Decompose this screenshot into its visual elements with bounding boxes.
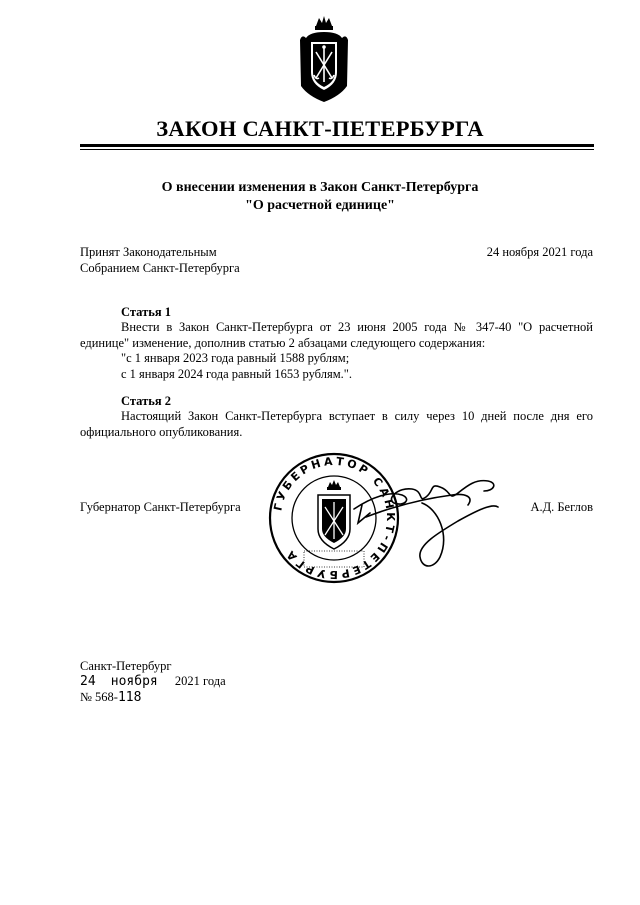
law-number-prefix: № 568-: [80, 690, 118, 704]
article-1-quote-2: с 1 января 2024 года равный 1653 рублям.".: [121, 366, 352, 381]
adoption-line-1: Принят Законодательным: [80, 245, 217, 259]
signing-date: [80, 674, 226, 689]
seal-and-signature: [262, 447, 564, 590]
article-1-body: [80, 320, 593, 382]
official-seal-icon: [270, 454, 398, 582]
adoption-authority: [80, 244, 240, 276]
header-rule-thin: [80, 149, 594, 150]
signing-place: Санкт-Петербург: [80, 659, 172, 673]
adoption-date: 24 ноября 2021 года: [486, 245, 593, 259]
signing-day: 24: [80, 674, 96, 689]
article-1-paragraph: Внести в Закон Санкт-Петербурга от 23 июня 2005 года № 347-40 "О расчетной единице" изменение, дополнив статью 2 абзацами следующего содержания:: [80, 320, 593, 350]
law-title-line-1: О внесении изменения в Закон Санкт-Петербурга: [161, 180, 479, 195]
seal-text: ГУБЕРНАТОР САНКТ-ПЕТЕРБУРГА: [271, 454, 398, 582]
header-rule-thick: [80, 144, 594, 147]
document-type-heading: ЗАКОН САНКТ-ПЕТЕРБУРГА: [156, 116, 484, 141]
law-title-line-2: "О расчетной единице": [245, 198, 395, 213]
article-1-heading: Статья 1: [121, 305, 171, 319]
article-2-heading: Статья 2: [121, 394, 171, 408]
coat-of-arms-icon: [298, 14, 350, 106]
signatory-name: А.Д. Беглов: [530, 500, 593, 514]
law-title: [0, 179, 640, 215]
signing-month: ноября: [110, 674, 158, 689]
article-2-paragraph: Настоящий Закон Санкт-Петербурга вступает в силу через 10 дней после дня его официального опубликования.: [80, 409, 593, 439]
signatory-title: Губернатор Санкт-Петербурга: [80, 500, 241, 514]
signing-year: 2021 года: [174, 674, 226, 688]
law-number: [80, 690, 141, 705]
article-1-quote-1: "с 1 января 2023 года равный 1588 рублям;: [121, 351, 350, 365]
article-2-body: [80, 409, 593, 440]
adoption-line-2: Собранием Санкт-Петербурга: [80, 261, 240, 275]
law-number-suffix: 118: [117, 690, 142, 705]
